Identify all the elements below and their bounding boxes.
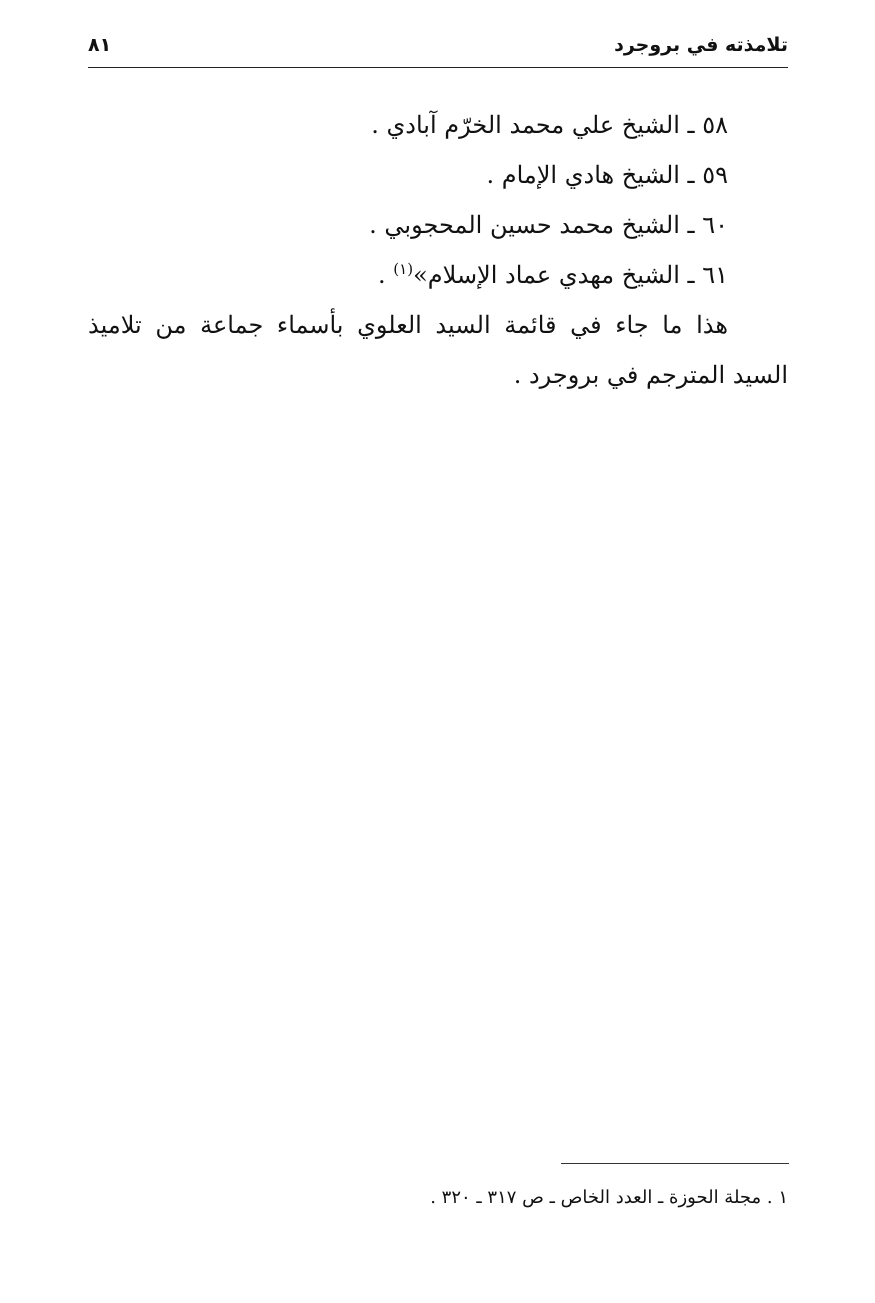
list-item-number: ٥٨	[702, 111, 728, 139]
list-item-text: الشيخ محمد حسين المحجوبي .	[369, 211, 680, 239]
list-item-separator: ـ	[679, 161, 703, 189]
list-item-separator: ـ	[679, 111, 703, 139]
footnote-reference[interactable]: (١)	[393, 260, 414, 278]
list-item	[88, 100, 788, 150]
list-item-trailing: .	[378, 261, 394, 289]
list-item-text: الشيخ هادي الإمام .	[486, 161, 680, 189]
list-item-separator: ـ	[679, 261, 703, 289]
body-paragraph: هذا ما جاء في قائمة السيد العلوي بأسماء جماعة من تلاميذ السيد المترجم في بروجرد .	[88, 311, 788, 389]
list-item	[88, 200, 788, 250]
list-item	[88, 150, 788, 200]
header-divider	[88, 67, 788, 68]
running-header	[88, 32, 788, 64]
list-item-number: ٥٩	[702, 161, 728, 189]
list-item-number: ٦٠	[702, 211, 728, 239]
list-item-text: الشيخ مهدي عماد الإسلام»	[413, 261, 680, 289]
page-body	[88, 100, 788, 400]
list-item-text: الشيخ علي محمد الخرّم آبادي .	[371, 111, 680, 139]
list-item	[88, 250, 788, 300]
list-item-separator: ـ	[679, 211, 703, 239]
footnote-divider	[561, 1163, 789, 1164]
footnote: ١ . مجلة الحوزة ـ العدد الخاص ـ ص ٣١٧ ـ ٣٢٠ .	[430, 1187, 788, 1208]
page-number: ٨١	[88, 34, 112, 56]
running-header-title: تلامذته في بروجرد	[614, 34, 788, 56]
list-item-number: ٦١	[702, 261, 728, 289]
